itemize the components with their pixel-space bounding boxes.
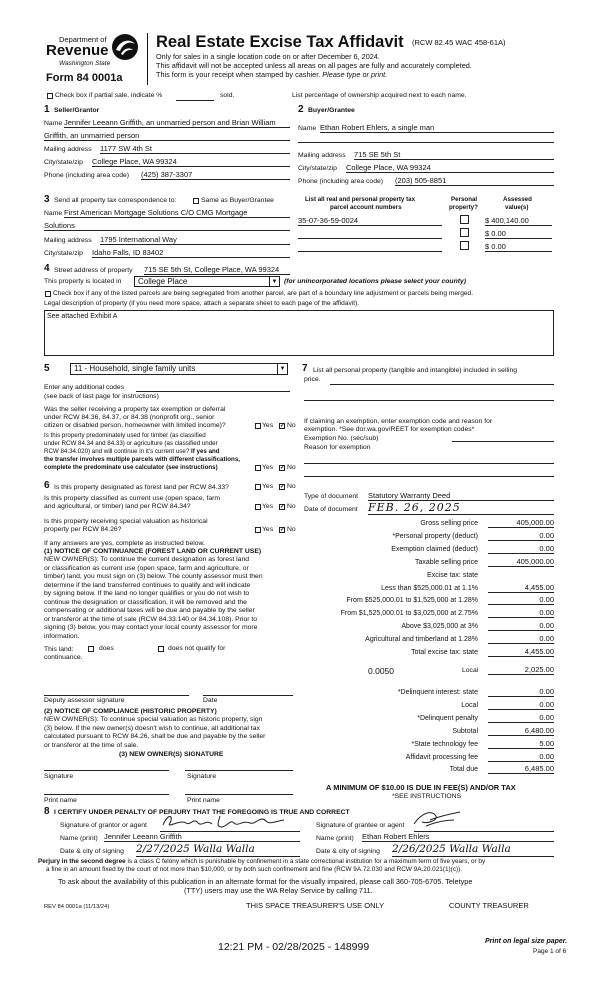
yes-label: Yes	[262, 422, 274, 429]
personal-property-label2: price.	[304, 376, 321, 383]
exemption-no-label: Exemption No. (sec/sub)	[304, 435, 379, 442]
correspondence-heading: Send all property tax correspondence to:	[54, 197, 177, 204]
notice1-line: determine if the land transferred continues to qualify and will indicate	[44, 581, 251, 589]
notice1-line: continue the designation or classification, it will be removed and the	[44, 598, 247, 606]
parcel-number-1[interactable]: 35-07-36-59-0024	[298, 216, 442, 226]
parcel-number-2[interactable]	[298, 229, 442, 239]
tax-row-label: Affidavit processing fee	[405, 753, 478, 761]
seller-name-line1[interactable]: Jennifer Leeann Griffith, an unmarried person and Brian William	[64, 118, 290, 128]
dept-line2: Revenue	[46, 42, 109, 59]
correspondence-name-line1[interactable]: First American Mortgage Solutions C/O CMG Mortgage	[64, 208, 290, 218]
tax-row-value[interactable]: 6,480.00	[488, 726, 554, 736]
signature-label-2: Signature	[187, 773, 217, 780]
buyer-heading: Buyer/Grantee	[308, 107, 355, 114]
current-use-yes-checkbox[interactable]	[255, 504, 261, 510]
deputy-date-label: Date	[203, 697, 218, 704]
no-label: No	[287, 503, 296, 510]
chevron-down-icon[interactable]: ▼	[269, 277, 279, 286]
tax-row-label: Total due	[449, 766, 478, 774]
personal-property-checkbox-3[interactable]	[460, 241, 469, 250]
tax-row-value[interactable]: 4,455.00	[488, 647, 554, 657]
notice1-line: signing (3) below, you may contact your local county assessor for more	[44, 624, 258, 631]
q-current-use-1: Is this property classified as current use (open space, farm	[44, 495, 221, 502]
q-timber-1: Is this property predominately used for timber (as classified	[44, 432, 206, 439]
street-label: Street address of property	[54, 267, 133, 274]
q-historic-1: Is this property receiving special valuation as historical	[44, 518, 208, 525]
no-label: No	[287, 422, 296, 429]
q-timber-2: under RCW 84.34 and 84.33) or agriculture (as classified under	[44, 440, 218, 447]
grantor-date-label: Date & city of signing	[60, 848, 124, 855]
notice2-line: or transferor at the time of sale.	[44, 741, 139, 749]
q-exemption-1: Was the seller receiving a property tax exemption or deferral	[44, 406, 226, 413]
grantor-date-field[interactable]: 2/27/2025 Walla Walla	[136, 843, 300, 857]
cashier-stamp: 12:21 PM - 02/28/2025 - 148999	[218, 941, 370, 953]
assessed-heading2: value(s)	[505, 204, 529, 211]
tax-row-label: *Delinquent penalty	[417, 714, 478, 722]
signature-label-1: Signature	[44, 773, 74, 780]
current-use-no-checkbox[interactable]: ✓	[280, 504, 286, 510]
chevron-down-icon[interactable]: ▼	[277, 364, 287, 374]
header-line2: This affidavit will not be accepted unless all areas on all pages are fully and accurately completed.	[156, 61, 472, 70]
header-line3a: This form is your receipt when stamped by cashier.	[156, 70, 321, 79]
q-timber-4: the transfer involves multiple parcels with different classifications,	[44, 456, 240, 463]
section8-number: 8	[44, 806, 50, 817]
assessed-heading1: Assessed	[503, 196, 532, 203]
legal-description-value: See attached Exhibit A	[47, 313, 118, 320]
buyer-name-label: Name	[298, 125, 317, 132]
exemption-reason-label: Reason for exemption	[304, 444, 371, 451]
section5-number: 5	[44, 363, 50, 374]
tax-row-label: Local	[461, 701, 478, 709]
forest-yes-checkbox[interactable]	[255, 484, 261, 490]
personal-property-checkbox-2[interactable]	[460, 228, 469, 237]
personal-property-line2[interactable]	[304, 400, 554, 401]
buyer-mail-field[interactable]: 715 SE 5th St	[354, 150, 554, 160]
treasurer-only-label: THIS SPACE TREASURER'S USE ONLY	[246, 901, 385, 910]
notice2-text	[44, 716, 294, 750]
see-back-label: (see back of last page for instructions)	[44, 393, 159, 400]
seller-phone-field[interactable]: (425) 387-3307	[141, 170, 290, 180]
dor-swoosh-logo	[110, 32, 140, 62]
does-not-label: does not qualify for	[168, 645, 226, 652]
owner-signature-line-2[interactable]	[185, 770, 293, 771]
no-label: No	[287, 464, 296, 471]
additional-codes-label: Enter any additional codes	[44, 384, 125, 391]
personal-property-checkbox-1[interactable]	[460, 215, 469, 224]
legal-paper-note: Print on legal size paper.	[485, 938, 568, 945]
tax-row-value[interactable]: 5.00	[488, 739, 554, 749]
grantee-signature-label: Signature of grantee or agent	[316, 822, 405, 829]
minimum-due-note: A MINIMUM OF $10.00 IS DUE IN FEE(S) AND/OR TAX	[326, 783, 516, 792]
tax-row-value[interactable]: 0.00	[488, 752, 554, 762]
additional-codes-line[interactable]	[136, 391, 290, 392]
timber-yes-checkbox[interactable]	[255, 465, 261, 471]
historic-no-checkbox[interactable]: ✓	[280, 527, 286, 533]
partial-sold-label: sold.	[220, 92, 235, 99]
deputy-signature-line[interactable]	[44, 695, 189, 696]
section6-number: 6	[44, 480, 50, 491]
segregated-checkbox[interactable]	[45, 291, 51, 297]
buyer-city-label: City/state/zip	[298, 165, 337, 172]
grantee-signature[interactable]	[410, 808, 470, 830]
does-qualify-checkbox[interactable]	[88, 646, 94, 652]
q-exemption-2: under RCW 84.36, 84.37, or 84.38 (nonprofit org., senior	[44, 414, 215, 421]
personal-heading2: property?	[449, 204, 478, 211]
seller-phone-label: Phone (including area code)	[44, 172, 130, 179]
assessed-value-2[interactable]: $ 0.00	[485, 229, 552, 239]
header-line3	[156, 71, 387, 80]
ownership-note: List percentage of ownership acquired next to each name.	[292, 92, 467, 99]
correspondence-mail-label: Mailing address	[44, 237, 92, 244]
street-address-field[interactable]: 715 SE 5th St, College Place, WA 99324	[144, 265, 290, 275]
yes-label: Yes	[262, 483, 274, 490]
continuance-label: continuance.	[44, 654, 83, 661]
buyer-mail-label: Mailing address	[298, 152, 346, 159]
parcel-heading2: parcel account numbers	[330, 204, 402, 211]
location-select-value: College Place	[138, 277, 188, 286]
grantee-name-label: Name (print)	[316, 835, 354, 842]
tax-row-value[interactable]: 0.00	[488, 608, 554, 618]
same-as-buyer-checkbox[interactable]	[193, 198, 199, 204]
tax-row-value[interactable]: 0.00	[488, 634, 554, 644]
exemption-label2: exemption. *See dor.wa.gov/REET for exemption codes*	[304, 426, 475, 433]
yes-label: Yes	[262, 503, 274, 510]
notice1-line: timber) land, you must sign on (3) below. The county assessor must then	[44, 573, 263, 580]
exemption-yes-checkbox[interactable]	[255, 423, 261, 429]
partial-pct-line[interactable]	[176, 100, 214, 101]
does-not-qualify-checkbox[interactable]	[158, 646, 164, 652]
seller-mail-field[interactable]: 1177 SW 4th St	[100, 144, 290, 154]
tax-row-value[interactable]: 0.00	[488, 621, 554, 631]
personal-heading1: Personal	[451, 196, 478, 203]
notice2-line: (3) below. If the new owner(s) doesn't wish to continue, all additional tax	[44, 724, 260, 732]
correspondence-name-label: Name	[44, 210, 63, 217]
tax-row-value[interactable]: 405,000.00	[488, 518, 554, 528]
timber-no-checkbox[interactable]: ✓	[280, 465, 286, 471]
yes-label: Yes	[262, 526, 274, 533]
buyer-phone-label: Phone (including area code)	[298, 178, 384, 185]
section3-number: 3	[44, 194, 50, 205]
q-timber-5: complete the predominate use calculator (see instructions)	[44, 464, 218, 471]
tax-row-label: *Personal property (deduct)	[392, 532, 478, 540]
tax-row-label: Gross selling price	[420, 520, 478, 527]
county-treasurer-label: COUNTY TREASURER	[449, 901, 529, 910]
any-yes-note: If any answers are yes, complete as instructed below.	[44, 540, 205, 547]
historic-yes-checkbox[interactable]	[255, 527, 261, 533]
exemption-reason-line2[interactable]	[304, 476, 554, 477]
q-timber-3b: If yes and	[191, 448, 220, 455]
q-exemption-3: citizen or disabled person, homeowner with limited income)?	[44, 422, 226, 429]
deputy-date-line[interactable]	[203, 695, 293, 696]
same-as-buyer-label: Same as Buyer/Grantee	[201, 197, 274, 204]
header-line3b: Please type or print.	[322, 70, 388, 79]
buyer-phone-field[interactable]: (203) 505-8851	[395, 176, 554, 186]
tax-row-label: Exemption claimed (deduct)	[391, 545, 478, 553]
tax-row-value[interactable]: 405,000.00	[488, 557, 554, 567]
owner-print-line-1[interactable]	[44, 794, 169, 795]
dept-line1: Department of	[59, 35, 107, 44]
header-line1: Only for sales in a single location code on or after December 6, 2024.	[156, 52, 380, 61]
use-code-select[interactable]	[70, 363, 288, 375]
tax-row-label: Total excise tax: state	[411, 649, 478, 656]
assessed-value-1[interactable]: $ 400,140.00	[485, 216, 552, 226]
correspondence-city-field[interactable]: Idaho Falls, ID 83402	[92, 248, 290, 258]
form-rcw: (RCW 82.45 WAC 458-61A)	[412, 38, 506, 47]
tax-row-value[interactable]: 0.00	[488, 531, 554, 541]
notice2-line: NEW OWNER(S): To continue special valuation as historic property, sign	[44, 716, 263, 723]
legal-description-field[interactable]	[44, 310, 554, 356]
page-number: Page 1 of 6	[533, 948, 567, 955]
tax-row-label: Above $3,025,000 at 3%	[401, 623, 478, 631]
grantor-name-field[interactable]: Jennifer Leeann Griffith	[104, 832, 300, 842]
q-current-use-2: and agricultural, or timber) land per RCW 84.34?	[44, 503, 191, 510]
located-note: (for unincorporated locations please select your county)	[284, 278, 467, 285]
tax-row-label: Taxable selling price	[414, 558, 478, 566]
dept-line3: Washington State	[59, 60, 111, 67]
parcel-heading1: List all real and personal property tax	[305, 196, 416, 203]
local-tax-value[interactable]: 2,025.00	[488, 665, 554, 675]
legal-description-label: Legal description of property (if you need more space, attach a separate sheet to each page of the affidavit).	[44, 300, 360, 307]
perjury-line2: a fine in an amount fixed by the court of not more than $10,000, or by both such confinement and fine (RCW 9A.72.030 and RCW 9A.20.021(1)(c)).	[46, 866, 462, 873]
dept-logo-block	[44, 32, 144, 88]
buyer-name-field[interactable]: Ethan Robert Ehlers, a single man	[320, 123, 554, 133]
grantee-date-field[interactable]: 2/26/2025 Walla Walla	[392, 843, 554, 857]
q-historic-2: property per RCW 84.26?	[44, 526, 122, 533]
seller-heading: Seller/Grantor	[54, 107, 100, 114]
segregated-label: Check box if any of the listed parcels are being segregated from another parcel, are part of a boundary line adjustment or parcels being merged.	[53, 290, 474, 297]
print-name-label-2: Print name	[187, 797, 220, 804]
located-label: This property is located in	[44, 278, 122, 285]
notice1-heading: (1) NOTICE OF CONTINUANCE (FOREST LAND OR CURRENT USE)	[44, 548, 262, 555]
correspondence-name-line2[interactable]: Solutions	[44, 221, 290, 231]
partial-sale-label: Check box if partial sale, indicate %	[55, 92, 163, 99]
notice1-line: or classification as current use (open space, farm and agriculture, or	[44, 564, 249, 572]
buyer-name-line2[interactable]	[298, 142, 554, 143]
alt-format-line2: (TTY) users may use the WA Relay Service by calling 711.	[184, 886, 373, 895]
notice2-line: calculated pursuant to RCW 84.26, shall be due and payable by the seller	[44, 733, 266, 740]
tax-row-value[interactable]: 0.00	[488, 713, 554, 723]
tax-row-label: *Delinquent interest: state	[397, 689, 478, 696]
grantor-name-label: Name (print)	[60, 835, 98, 842]
notice2-heading: (2) NOTICE OF COMPLIANCE (HISTORIC PROPERTY)	[44, 708, 217, 715]
tax-row-label: Less than $525,000.01 at 1.1%	[381, 584, 478, 592]
perjury-bold: Perjury in the second degree	[38, 858, 126, 865]
tax-row-value[interactable]: 0.00	[488, 687, 554, 697]
grantee-date-label: Date & city of signing	[316, 848, 380, 855]
no-label: No	[287, 483, 296, 490]
partial-sale-checkbox[interactable]	[47, 93, 53, 99]
doc-date-label: Date of document	[304, 506, 358, 513]
notice3-heading: (3) NEW OWNER(S) SIGNATURE	[119, 751, 224, 758]
grantor-signature-label: Signature of grantor or agent	[60, 822, 147, 829]
seller-name-label: Name	[44, 120, 63, 127]
notice1-line: information.	[44, 632, 80, 640]
tax-row-value[interactable]: 4,455.00	[488, 583, 554, 593]
personal-property-label1: List all personal property (tangible and intangible) included in selling	[313, 367, 518, 374]
print-name-label-1: Print name	[44, 797, 77, 804]
form-number: Form 84 0001a	[46, 72, 123, 84]
tax-row-label: From $1,525,000.01 to $3,025,000 at 2.75%	[340, 610, 478, 618]
q-timber-3	[44, 448, 220, 456]
this-land-label: This land:	[44, 646, 74, 653]
seller-mail-label: Mailing address	[44, 146, 92, 153]
seller-city-label: City/state/zip	[44, 159, 83, 166]
parcel-number-3[interactable]	[298, 242, 442, 252]
tax-row-value[interactable]: 0.00	[488, 595, 554, 605]
q-forest: Is this property designated as forest land per RCW 84.33?	[54, 484, 229, 491]
section4-number: 4	[44, 263, 50, 274]
section7-number: 7	[302, 363, 308, 374]
section1-number: 1	[44, 104, 50, 115]
grantee-name-field[interactable]: Ethan Robert Ehlers	[362, 832, 554, 842]
exemption-no-line[interactable]	[452, 441, 554, 442]
seller-name-line2[interactable]: Griffith, an unmarried person	[44, 131, 290, 141]
tax-row-label: Excise tax: state	[427, 571, 478, 579]
q-timber-3a: RCW 84.34.020) and will continue in it's current use?	[44, 448, 190, 455]
tax-row-label: Subtotal	[452, 727, 478, 735]
exemption-no-checkbox[interactable]: ✓	[280, 423, 286, 429]
correspondence-mail-field[interactable]: 1795 International Way	[100, 235, 290, 245]
personal-property-line[interactable]	[330, 384, 554, 385]
no-label: No	[287, 526, 296, 533]
owner-signature-line-1[interactable]	[44, 770, 169, 771]
notice1-line: compensating or additional taxes will be due and payable by the seller	[44, 607, 255, 614]
exemption-reason-line[interactable]	[304, 463, 554, 464]
exemption-label1: If claiming an exemption, enter exemption code and reason for	[304, 418, 493, 425]
location-select[interactable]	[134, 276, 280, 287]
seller-city-field[interactable]: College Place, WA 99324	[92, 157, 290, 167]
local-label: Local	[462, 667, 479, 674]
forest-no-checkbox[interactable]: ✓	[280, 484, 286, 490]
buyer-city-field[interactable]: College Place, WA 99324	[346, 163, 554, 173]
notice1-text	[44, 556, 294, 641]
tax-row-label: *State technology fee	[411, 740, 478, 748]
notice1-line: or transferor at the time of sale (RCW 84.33.140 or 84.34.108). Prior to	[44, 615, 258, 623]
assessed-value-3[interactable]: $ 0.00	[485, 242, 552, 252]
doc-type-field[interactable]: Statutory Warranty Deed	[368, 491, 554, 501]
form-title: Real Estate Excise Tax Affidavit	[156, 33, 404, 51]
certify-label: I CERTIFY UNDER PENALTY OF PERJURY THAT THE FOREGOING IS TRUE AND CORRECT	[54, 809, 350, 816]
tax-row-label: From $525,000.01 to $1,525,000 at 1.28%	[346, 597, 478, 605]
tax-row-label: Agricultural and timberland at 1.28%	[365, 636, 478, 644]
tax-row-value[interactable]: 0.00	[488, 700, 554, 710]
deputy-signature-label: Deputy assessor signature	[44, 697, 125, 704]
correspondence-city-label: City/state/zip	[44, 250, 83, 257]
yes-label: Yes	[262, 464, 274, 471]
owner-print-line-2[interactable]	[185, 794, 293, 795]
does-label: does	[99, 645, 114, 652]
header-divider	[147, 33, 148, 85]
revision-label: REV 84 0001a (11/13/24)	[44, 904, 110, 910]
perjury-text1: is a class C felony which is punishable by confinement in a state correctional institution for a maximum term of five years, or by	[125, 858, 486, 865]
doc-type-label: Type of document	[304, 493, 359, 500]
use-code-value: 11 - Household, single family units	[74, 364, 196, 373]
local-rate: 0.0050	[368, 666, 394, 676]
see-instructions-note: *SEE INSTRUCTIONS	[392, 793, 462, 800]
notice1-line: by signing below. If the land no longer qualifies or you do not wish to	[44, 590, 250, 597]
notice1-line: NEW OWNER(S): To continue the current designation as forest land	[44, 556, 250, 563]
tax-row-value[interactable]: 6,485.00	[488, 764, 554, 774]
tax-row-value[interactable]: 0.00	[488, 544, 554, 554]
grantor-signature[interactable]	[160, 811, 300, 833]
section2-number: 2	[298, 104, 304, 115]
alt-format-line1: To ask about the availability of this publication in an alternate format for the visually impaired, please call 360-705-6705. Teletype	[58, 877, 473, 886]
doc-date-field[interactable]: FEB. 26, 2025	[368, 501, 554, 515]
